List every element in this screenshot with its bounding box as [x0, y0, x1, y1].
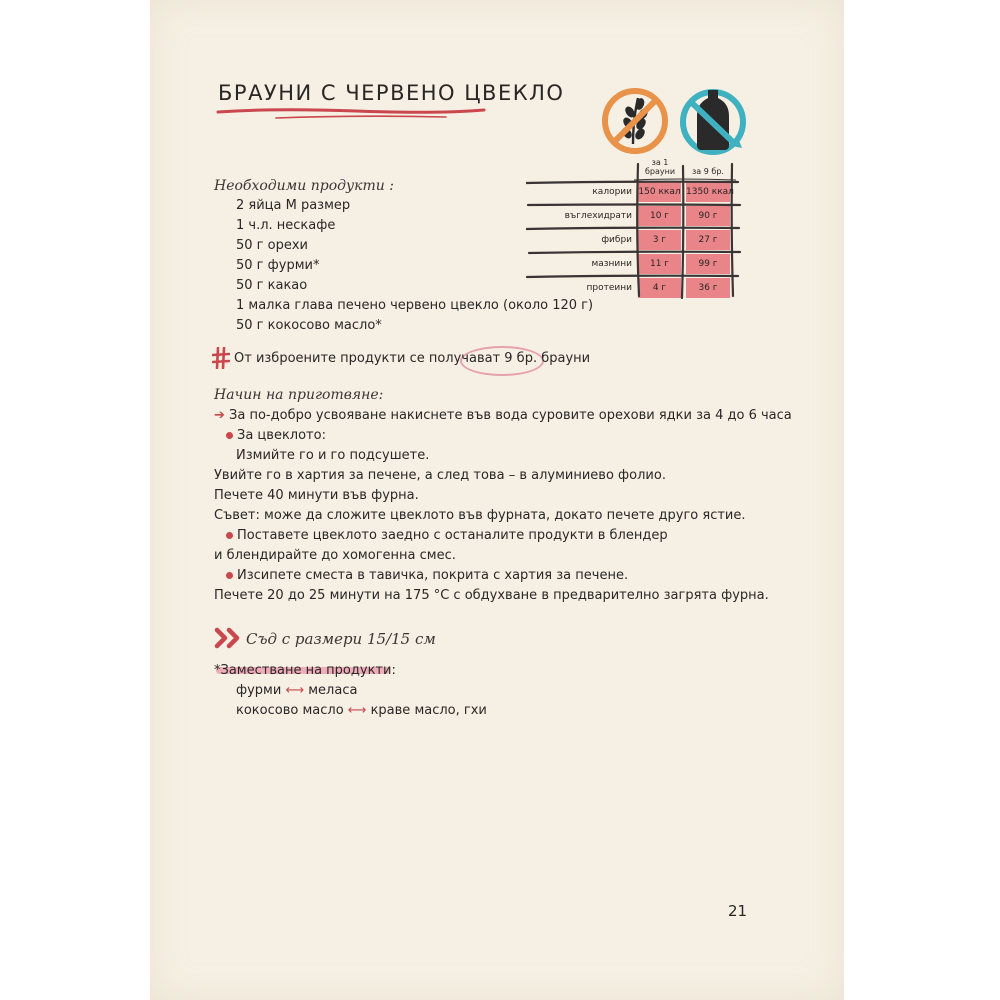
bullet-icon: [226, 572, 233, 579]
nutrition-label: калории: [592, 187, 632, 197]
recipe-title: БРАУНИ С ЧЕРВЕНО ЦВЕКЛО: [218, 81, 565, 105]
method-step-soak: ➔ За по-добро усвояване накиснете във вода суровите орехови ядки за 4 до 6 часа: [214, 408, 792, 423]
hash-icon: [212, 347, 230, 369]
method-heading: Начин на приготвяне:: [214, 387, 384, 403]
col-header-per-one: за 1 брауни: [644, 158, 676, 176]
method-blend: Поставете цвеклото заедно с останалите продукти в блендер: [226, 528, 668, 543]
ingredient-item: 1 малка глава печено червено цвекло (около 120 г): [236, 298, 594, 313]
nutrition-label: въглехидрати: [564, 211, 632, 221]
method-tip: Съвет: може да сложите цвеклото във фурната, докато печете друго ястие.: [214, 508, 746, 523]
nutrition-label: мазнини: [591, 259, 632, 269]
yield-highlight: 9 бр. брауни: [504, 351, 591, 366]
nutrition-label: фибри: [601, 235, 632, 245]
ingredient-item: 1 ч.л. нескафе: [236, 218, 336, 233]
col-header-per-nine: за 9 бр.: [692, 167, 724, 176]
nutrition-value-per-one: 150 ккал: [638, 187, 681, 197]
double-chevron-icon: [214, 627, 244, 649]
no-milk-icon: [677, 84, 749, 156]
method-line: Увийте го в хартия за печене, а след това – в алуминиево фолио.: [214, 468, 666, 483]
double-arrow-icon: ⟷: [285, 683, 305, 698]
method-line: и блендирайте до хомогенна смес.: [214, 548, 456, 563]
nutrition-table: [526, 150, 756, 300]
ingredient-item: 2 яйца М размер: [236, 198, 351, 213]
nutrition-value-per-nine: 27 г: [698, 235, 718, 245]
nutrition-value-per-nine: 90 г: [698, 211, 718, 221]
substitute-pair: кокосово масло ⟷ краве масло, гхи: [236, 703, 487, 718]
double-arrow-icon: ⟷: [347, 703, 367, 718]
bullet-icon: [226, 432, 233, 439]
method-line: Печете 40 минути във фурна.: [214, 488, 419, 503]
bullet-icon: [226, 532, 233, 539]
nutrition-value-per-one: 4 г: [652, 283, 667, 293]
method-line: Измийте го и го подсушете.: [236, 448, 430, 463]
method-line: Печете 20 до 25 минути на 175 °C с обдухване в предварително загрята фурна.: [214, 588, 769, 603]
nutrition-value-per-one: 11 г: [649, 259, 670, 269]
ingredient-item: 50 г орехи: [236, 238, 308, 253]
method-pour: Изсипете сместа в тавичка, покрита с хартия за печене.: [226, 568, 628, 583]
ingredient-item: 50 г какао: [236, 278, 308, 293]
nutrition-value-per-nine: 99 г: [698, 259, 718, 269]
method-beet-label: За цвеклото:: [226, 428, 326, 443]
yield-line: [234, 351, 590, 366]
substitutes-heading: *Заместване на продукти:: [214, 663, 396, 678]
yield-text: От изброените продукти се получават: [234, 351, 505, 366]
no-wheat-icon: [600, 86, 670, 156]
nutrition-value-per-nine: 36 г: [698, 283, 718, 293]
substitute-pair: фурми ⟷ меласа: [236, 683, 358, 698]
nutrition-label: протеини: [586, 283, 632, 293]
page-number: 21: [728, 902, 748, 920]
arrow-right-icon: ➔: [214, 408, 225, 423]
nutrition-value-per-nine: 1350 ккал: [686, 187, 734, 197]
title-underline: [216, 106, 486, 122]
nutrition-value-per-one: 3 г: [652, 235, 667, 245]
recipe-page: [150, 0, 844, 1000]
ingredients-heading: Необходими продукти :: [214, 178, 394, 194]
dish-size: Съд с размери 15/15 см: [246, 630, 436, 648]
nutrition-value-per-one: 10 г: [649, 211, 670, 221]
ingredient-item: 50 г кокосово масло*: [236, 318, 382, 333]
ingredient-item: 50 г фурми*: [236, 258, 320, 273]
